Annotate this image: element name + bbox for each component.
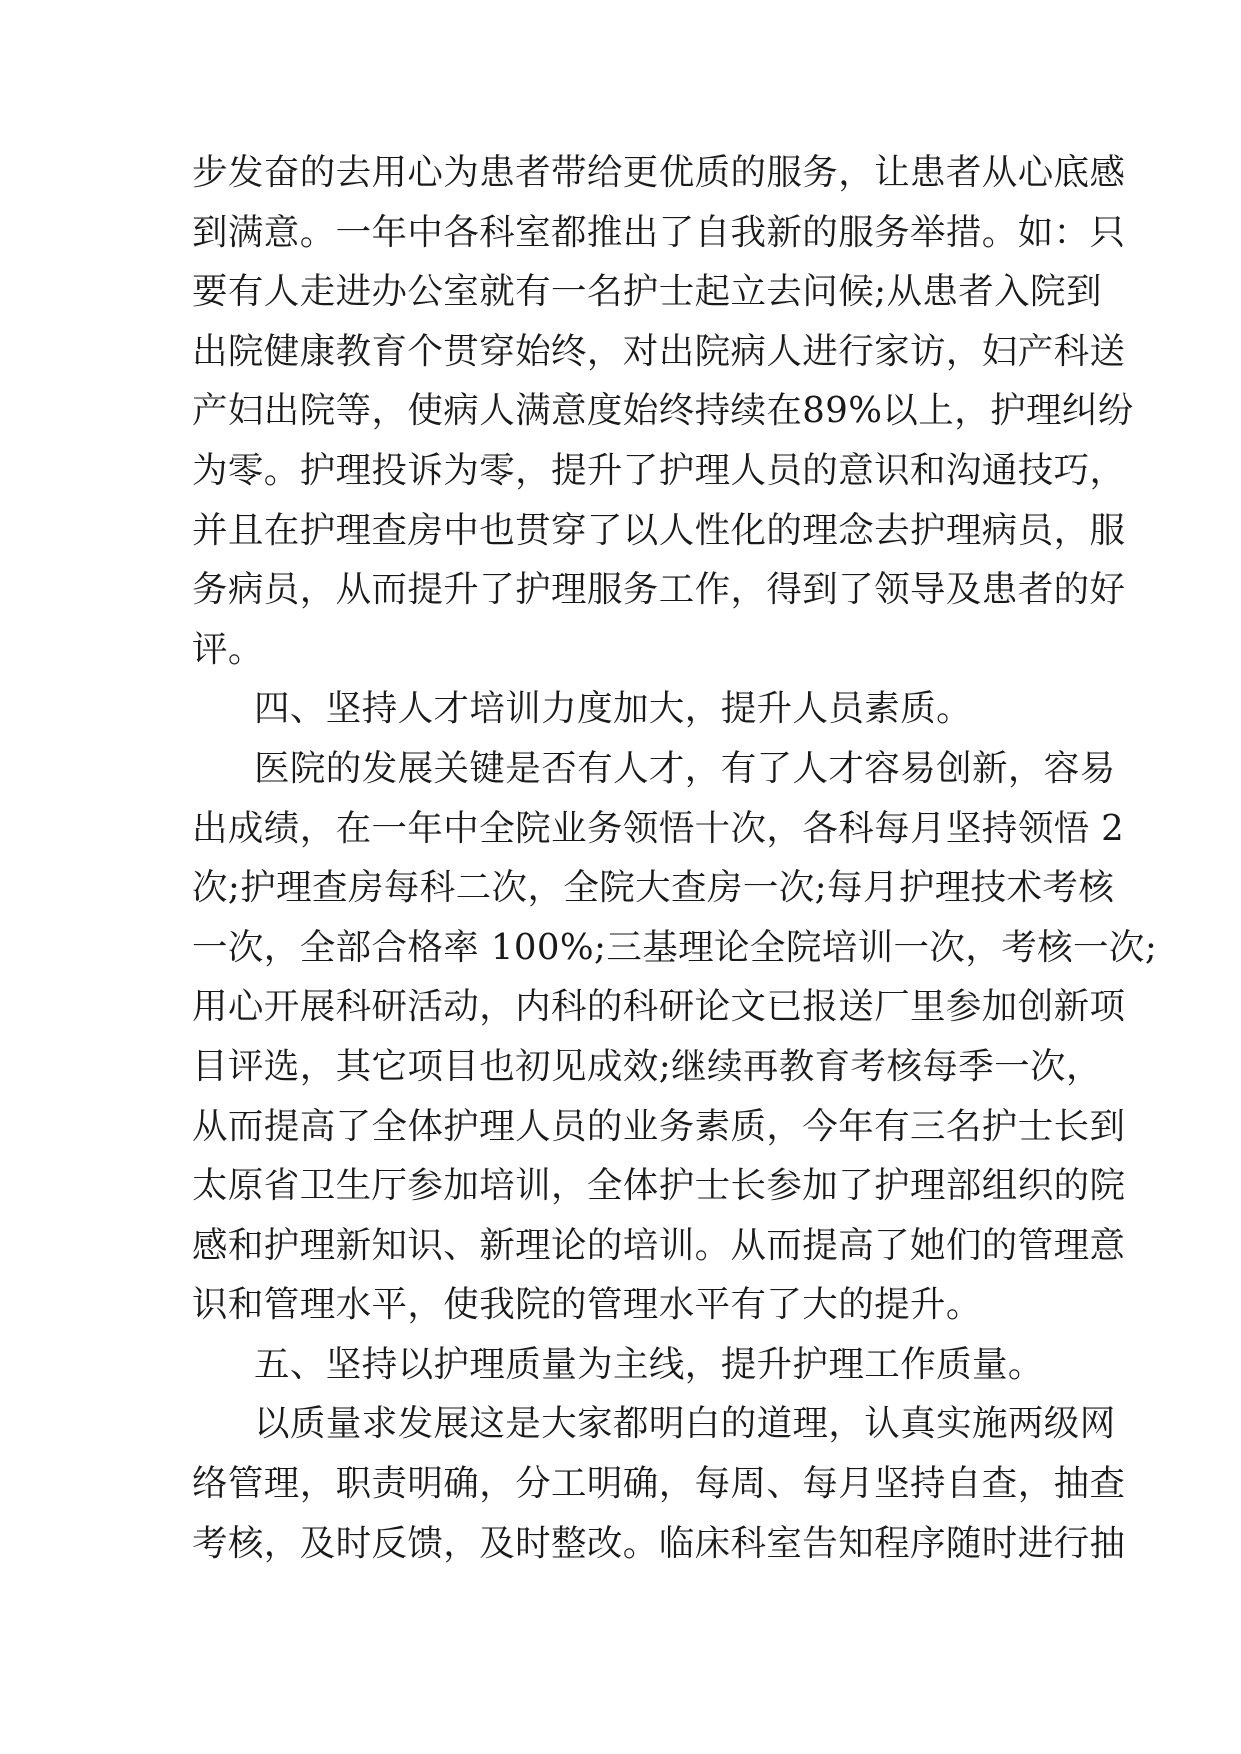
text-line: 医院的发展关键是否有人才，有了人才容易创新，容易 [254,747,1116,789]
text-line: 产妇出院等，使病人满意度始终持续在89%以上，护理纠纷 [192,390,1134,432]
text-line: 络管理，职责明确，分工明确，每周、每月坚持自查，抽查 [192,1463,1126,1505]
text-line: 评。 [192,628,264,670]
section-heading: 五、坚持以护理质量为主线，提升护理工作质量。 [254,1343,1044,1385]
text-line: 为零。护理投诉为零，提升了护理人员的意识和沟通技巧， [192,449,1126,491]
text-line: 出成绩，在一年中全院业务领悟十次，各科每月坚持领悟 2 [192,807,1125,849]
text-line: 考核，及时反馈，及时整改。临床科室告知程序随时进行抽 [192,1522,1126,1564]
text-line: 用心开展科研活动，内科的科研论文已报送厂里参加创新项 [192,986,1126,1028]
text-line: 步发奋的去用心为患者带给更优质的服务，让患者从心底感 [192,152,1126,193]
text-line: 识和管理水平，使我院的管理水平有了大的提升。 [192,1284,982,1326]
document-body [192,143,1158,1573]
text-line: 从而提高了全体护理人员的业务素质，今年有三名护士长到 [192,1105,1126,1147]
text-line: 太原省卫生厅参加培训，全体护士长参加了护理部组织的院 [192,1165,1126,1207]
text-line: 感和护理新知识、新理论的培训。从而提高了她们的管理意 [192,1224,1126,1266]
text-line: 务病员，从而提升了护理服务工作，得到了领导及患者的好 [192,569,1126,611]
text-line: 要有人走进办公室就有一名护士起立去问候;从患者入院到 [192,271,1102,313]
text-line: 以质量求发展这是大家都明白的道理，认真实施两级网 [254,1403,1116,1445]
text-line: 并且在护理查房中也贯穿了以人性化的理念去护理病员，服 [192,509,1126,551]
text-line: 一次，全部合格率 100%;三基理论全院培训一次，考核一次; [192,926,1158,968]
text-line: 次;护理查房每科二次，全院大查房一次;每月护理技术考核 [192,867,1115,909]
section-heading: 四、坚持人才培训力度加大，提升人员素质。 [254,688,973,730]
text-line: 到满意。一年中各科室都推出了自我新的服务举措。如：只 [192,211,1126,253]
text-line: 出院健康教育个贯穿始终，对出院病人进行家访，妇产科送 [192,330,1126,372]
text-line: 目评选，其它项目也初见成效;继续再教育考核每季一次， [192,1045,1102,1087]
